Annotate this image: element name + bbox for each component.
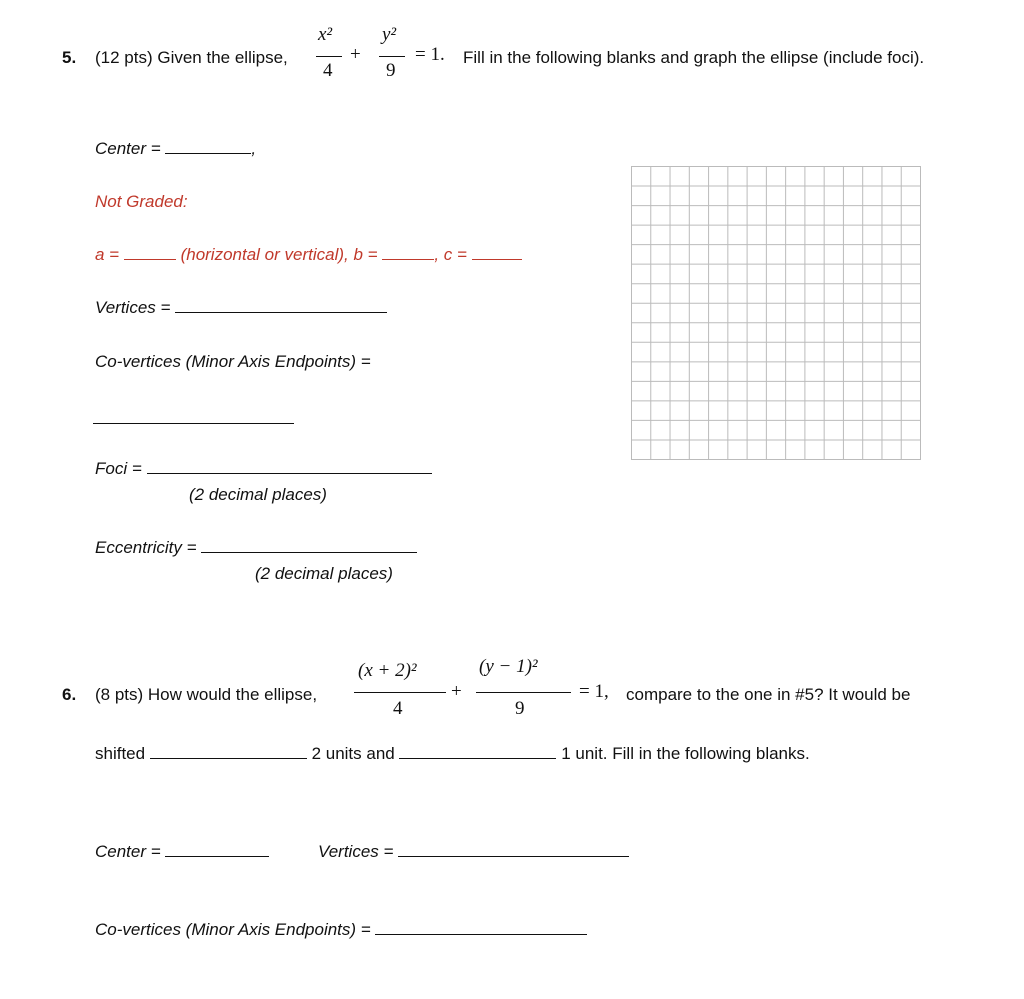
q5-y-denominator: 9 — [386, 60, 396, 81]
q5-not-graded: Not Graded: — [95, 192, 188, 211]
q6-vertices-row — [318, 842, 629, 862]
q5-y-term: y² — [382, 24, 397, 45]
q6-intro: (8 pts) How would the ellipse, — [95, 685, 318, 704]
q6-equals: = 1, — [579, 681, 609, 702]
q5-eccentricity-note: (2 decimal places) — [255, 564, 393, 583]
graph-grid[interactable] — [631, 166, 921, 460]
q5-center-label: Center = — [95, 139, 161, 158]
q5-x-denominator: 4 — [323, 60, 333, 81]
q6-x-denominator: 4 — [393, 698, 403, 719]
q5-foci-note: (2 decimal places) — [189, 485, 327, 504]
q6-center-blank[interactable] — [165, 855, 269, 857]
q5-abc-row — [95, 245, 522, 265]
q5-b-blank[interactable] — [382, 258, 434, 260]
q6-number: 6. — [62, 685, 77, 704]
q5-equals: = 1. — [415, 44, 445, 65]
q6-y-term: (y − 1)² — [479, 656, 538, 677]
q5-number: 5. — [62, 48, 77, 67]
q6-center-label: Center = — [95, 842, 161, 861]
q5-eccentricity-label: Eccentricity = — [95, 538, 197, 557]
q5-instruction: Fill in the following blanks and graph the ellipse (include foci). — [463, 48, 925, 67]
q5-foci-blank[interactable] — [147, 472, 432, 474]
q5-x-term: x² — [318, 24, 333, 45]
q5-a-label: a = — [95, 245, 120, 264]
q6-covertices-blank[interactable] — [375, 933, 587, 935]
q5-foci-row — [95, 459, 432, 479]
q5-eccentricity-blank[interactable] — [201, 551, 417, 553]
q5-center-comma: , — [251, 139, 257, 158]
q5-vertices-row — [95, 298, 387, 318]
q6-shift-blank-2[interactable] — [399, 757, 556, 759]
q5-y-fraction-bar — [379, 56, 405, 57]
q6-center-row — [95, 842, 269, 862]
q6-covertices-label: Co-vertices (Minor Axis Endpoints) = — [95, 920, 371, 939]
q6-y-fraction-bar — [476, 692, 571, 693]
q5-covertices-label: Co-vertices (Minor Axis Endpoints) = — [95, 352, 371, 371]
q6-covertices-row — [95, 920, 587, 940]
q5-covertices-blank[interactable] — [93, 423, 294, 424]
q6-x-term: (x + 2)² — [358, 660, 417, 681]
q5-intro: (12 pts) Given the ellipse, — [95, 48, 288, 67]
q5-c-blank[interactable] — [472, 258, 522, 260]
q6-instruction: compare to the one in #5? It would be — [626, 685, 911, 704]
q5-vertices-blank[interactable] — [175, 311, 387, 313]
q6-y-denominator: 9 — [515, 698, 525, 719]
q6-shifted-label: shifted — [95, 744, 146, 763]
q5-eccentricity-row — [95, 538, 417, 558]
q5-a-blank[interactable] — [124, 258, 176, 260]
q6-x-fraction-bar — [354, 692, 446, 693]
q6-shift-row — [95, 744, 810, 764]
q6-plus: + — [451, 681, 462, 702]
q6-vertices-label: Vertices = — [318, 842, 394, 861]
q5-orientation-label: (horizontal or vertical), b = — [180, 245, 378, 264]
q5-center-blank[interactable] — [165, 152, 251, 154]
q5-vertices-label: Vertices = — [95, 298, 171, 317]
q5-foci-label: Foci = — [95, 459, 142, 478]
q6-one-unit: 1 unit. Fill in the following blanks. — [561, 744, 810, 763]
q5-center-row — [95, 139, 256, 159]
q5-x-fraction-bar — [316, 56, 342, 57]
q6-units-and: 2 units and — [311, 744, 395, 763]
q6-shift-blank-1[interactable] — [150, 757, 307, 759]
q5-plus: + — [350, 44, 361, 65]
q5-c-label: , c = — [434, 245, 467, 264]
q6-vertices-blank[interactable] — [398, 855, 629, 857]
